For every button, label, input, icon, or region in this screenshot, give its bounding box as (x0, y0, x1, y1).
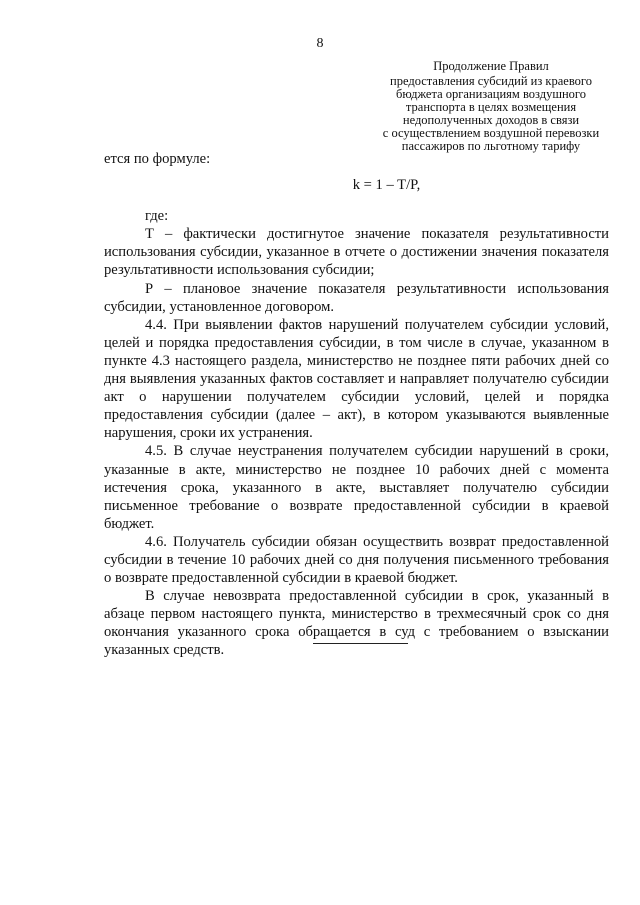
header-title: Продолжение Правил (433, 59, 549, 73)
formula: k = 1 – T/P, (352, 177, 421, 194)
header-line: недополученных доходов в связи (402, 113, 580, 127)
paragraph-non-return: В случае невозврата предоставленной субсидии в срок, указанный в абзаце первом настоящего пункта, министерство в трехмесячный срок со дня окончания указанного срока обращается в суд с требованием о взыскании указанных средств. (104, 588, 609, 659)
header-line: бюджета организациям воздушного (396, 87, 586, 101)
paragraph-p-definition: Р – плановое значение показателя результативности использования субсидии, установленное договором. (104, 280, 609, 315)
header-line: пассажиров по льготному тарифу (401, 139, 581, 153)
end-divider (313, 643, 408, 644)
paragraph-t-definition: Т – фактически достигнутое значение показателя результативности использования субсидии, указанное в отчете о достижении значения показателя результативности использования субсидии; (104, 226, 609, 279)
where-label: где: (145, 208, 169, 225)
document-body (104, 150, 609, 660)
paragraph-4-5: 4.5. В случае неустранения получателем субсидии нарушений в сроки, указанные в акте, министерство не позднее 10 рабочих дней с момента истечения срока, указанного в акте, выставляет получателю субсидии письменное требование о возврате предоставленной субсидии в краевой бюджет. (104, 443, 609, 532)
paragraph-4-6: 4.6. Получатель субсидии обязан осуществить возврат предоставленной субсидии в течение 10 рабочих дней со дня получения письменного требования о возврате предоставленной субсидии в краевой бюджет. (104, 533, 609, 587)
document-header (378, 60, 604, 153)
header-line: транспорта в целях возмещения (405, 100, 577, 114)
paragraph-4-4: 4.4. При выявлении фактов нарушений получателем субсидии условий, целей и порядка предоставления субсидии, в том числе в случае, указанном в пункте 4.3 настоящего раздела, министерство не позднее пяти рабочих дней со дня выявления указанных фактов составляет и направляет получателю субсидии акт о нарушении получателем субсидии условий, целей и порядка предоставления субсидии (далее – акт), в котором указываются выявленные нарушения, сроки их устранения. (104, 316, 609, 442)
page-number: 8 (316, 36, 324, 51)
intro-text: ется по формуле: (104, 151, 211, 167)
header-line: предоставления субсидий из краевого (390, 74, 592, 88)
header-line: с осуществлением воздушной перевозки (382, 126, 600, 140)
